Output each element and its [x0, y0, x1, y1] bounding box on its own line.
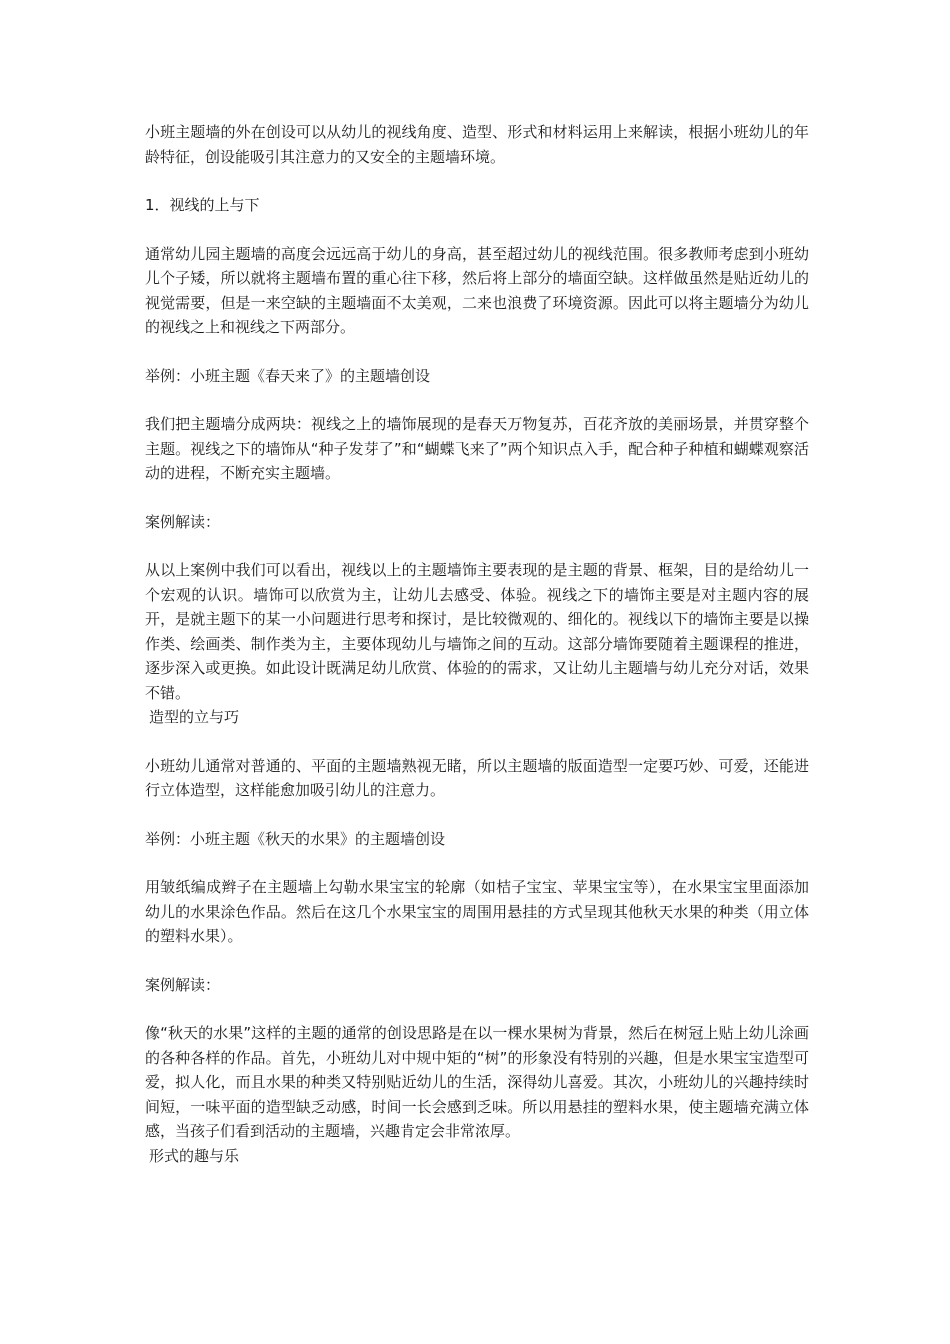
- document-body: [145, 120, 809, 1192]
- autumn-example-paragraph: 用皱纸编成辫子在主题墙上勾勒水果宝宝的轮廓（如桔子宝宝、苹果宝宝等），在水果宝宝里面添加幼儿的水果涂色作品。然后在这几个水果宝宝的周围用悬挂的方式呈现其他秋天水果的种类（用立体的塑料水果）。: [145, 878, 809, 945]
- intro-paragraph: 小班主题墙的外在创设可以从幼儿的视线角度、造型、形式和材料运用上来解读，根据小班幼儿的年龄特征，创设能吸引其注意力的又安全的主题墙环境。: [145, 123, 809, 166]
- shape-paragraph: 小班幼儿通常对普通的、平面的主题墙熟视无睹，所以主题墙的版面造型一定要巧妙、可爱，还能进行立体造型，这样能愈加吸引幼儿的注意力。: [145, 756, 809, 799]
- case-analysis-paragraph-1: 从以上案例中我们可以看出，视线以上的主题墙饰主要表现的是主题的背景、框架，目的是给幼儿一个宏观的认识。墙饰可以欣赏为主，让幼儿去感受、体验。视线之下的墙饰主要是对主题内容的展开，是就主题下的某一小问题进行思考和探讨，是比较微观的、细化的。视线以下的墙饰主要是以操作类、绘画类、制作类为主，主要体现幼儿与墙饰之间的互动。这部分墙饰要随着主题课程的推进，逐步深入或更换。如此设计既满足幼儿欣赏、体验的的需求，又让幼儿主题墙与幼儿充分对话，效果不错。: [145, 561, 809, 702]
- example-heading-spring: 举例：小班主题《春天来了》的主题墙创设: [145, 366, 431, 385]
- case-analysis-label-1: 案例解读：: [145, 512, 221, 531]
- section-heading-sightline: 1．视线的上与下: [145, 196, 260, 214]
- section-heading-form: 形式的趣与乐: [149, 1146, 240, 1165]
- sightline-paragraph: 通常幼儿园主题墙的高度会远远高于幼儿的身高，甚至超过幼儿的视线范围。很多教师考虑到小班幼儿个子矮，所以就将主题墙布置的重心往下移，然后将上部分的墙面空缺。这样做虽然是贴近幼儿的视觉需要，但是一来空缺的主题墙面不太美观，二来也浪费了环境资源。因此可以将主题墙分为幼儿的视线之上和视线之下两部分。: [145, 244, 809, 336]
- case-analysis-label-2: 案例解读：: [145, 975, 221, 994]
- example-heading-autumn: 举例：小班主题《秋天的水果》的主题墙创设: [145, 829, 446, 848]
- section-heading-shape: 造型的立与巧: [149, 708, 240, 726]
- spring-example-paragraph: 我们把主题墙分成两块：视线之上的墙饰展现的是春天万物复苏，百花齐放的美丽场景，并贯穿整个主题。视线之下的墙饰从“种子发芽了”和“蝴蝶飞来了”两个知识点入手，配合种子种植和蝴蝶观察活动的进程，不断充实主题墙。: [145, 415, 809, 482]
- case-analysis-paragraph-2: 像“秋天的水果”这样的主题的通常的创设思路是在以一棵水果树为背景，然后在树冠上贴上幼儿涂画的各种各样的作品。首先，小班幼儿对中规中矩的“树”的形象没有特别的兴趣，但是水果宝宝造型可爱，拟人化，而且水果的种类又特别贴近幼儿的生活，深得幼儿喜爱。其次，小班幼儿的兴趣持续时间短，一味平面的造型缺乏动感，时间一长会感到乏味。所以用悬挂的塑料水果，使主题墙充满立体感，当孩子们看到活动的主题墙，兴趣肯定会非常浓厚。: [145, 1024, 809, 1140]
